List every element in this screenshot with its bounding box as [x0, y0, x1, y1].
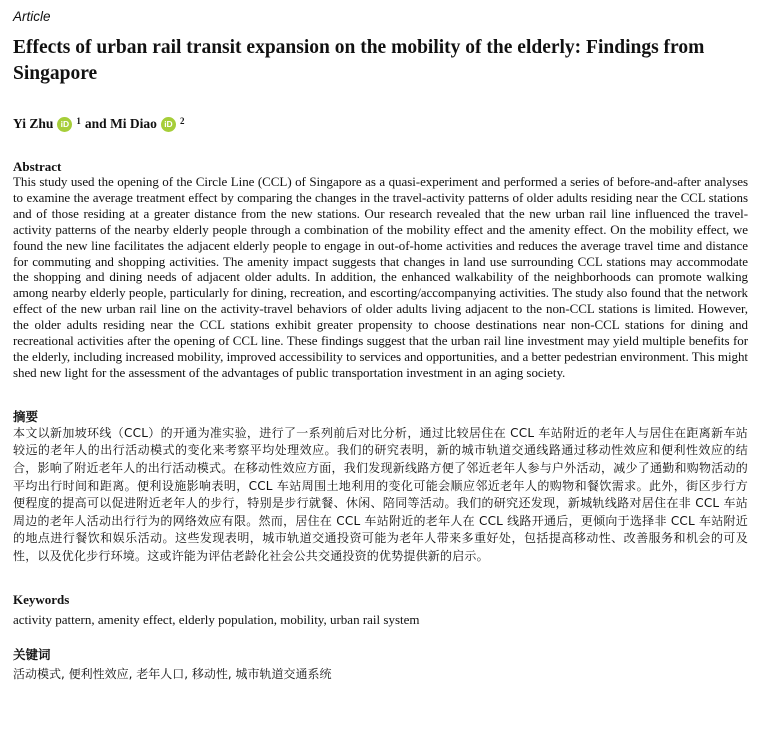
keywords-text: activity pattern, amenity effect, elderly population, mobility, urban rail system	[13, 611, 420, 627]
paper-title: Effects of urban rail transit expansion on the mobility of the elderly: Findings from Singapore	[13, 37, 705, 84]
abstract-zh-heading: 摘要	[13, 408, 39, 424]
keywords-heading: Keywords	[13, 591, 70, 607]
orcid-icon[interactable]: iD	[161, 117, 176, 132]
paper-page	[13, 0, 748, 683]
author-name-2[interactable]: Mi Diao	[110, 116, 157, 131]
author-joiner: and	[84, 116, 107, 131]
orcid-icon[interactable]: iD	[57, 117, 72, 132]
abstract-heading: Abstract	[13, 159, 62, 174]
keywords-zh-heading: 关键词	[13, 646, 51, 662]
abstract-text: This study used the opening of the Circle Line (CCL) of Singapore as a quasi-experiment and performed a series of before-and-after analyses to examine the average treatment effect by comparing the changes in the travel-activity patterns of older adults residing near the CCL stations and of those residing at a greater distance from the new stations. Our research revealed that the new urban rail line influenced the travel-activity patterns of the nearby elderly people through a combination of the mobility effect and the amenity effect. On the mobility effect, we found the new line facilitates the adjacent elderly people to engage in out-of-home activities and reduces the average travel time and distance for commuting and shopping activities. The amenity impact suggests that changes in land use surrounding CCL stations may accommodate the shopping and dining needs of adjacent older adults. In addition, the enhanced walkability of the neighborhoods can promote walking among nearby elderly people, particularly for dining, recreation, and escorting/accompanying activities. The study also found that the network effect of the new urban rail line on the activity-travel behaviors of older adults living adjacent to the non-CCL stations is limited. However, the older adults residing near the CCL stations exhibit greater propensity to choose destinations near non-CCL stations for dining and recreational activities after the opening of CCL line. These findings suggest that the urban rail line investment may yield multiple benefits for the elderly, including increased mobility, improved accessibility to services and opportunities, and a better pedestrian environment. This might shed new light for the assessment of the advantages of public transportation investment in an aging society.	[13, 174, 748, 380]
author-list	[13, 114, 748, 134]
author-affiliation-1: 1	[76, 116, 81, 126]
abstract-zh-text: 本文以新加坡环线（CCL）的开通为准实验，进行了一系列前后对比分析，通过比较居住在 CCL 车站附近的老年人与居住在距离新车站较远的老年人的出行活动模式的变化来考察平均处理效应。我们的研究表明，新的城市轨道交通线路通过移动性效应和便利性效应的结合，影响了附近老年人的出行活动模式。在移动性效应方面，我们发现新线路方便了邻近老年人参与户外活动，减少了通勤和购物活动的平均出行时间和距离。便利设施影响表明，CCL 车站周围土地利用的变化可能会顺应邻近老年人的购物和餐饮需求。此外，街区步行方便程度的提高可以促进附近老年人的步行，特别是步行就餐、休闲、陪同等活动。我们的研究还发现，新城轨线路对居住在非 CCL 车站周边的老年人活动出行行为的网络效应有限。然而，居住在 CCL 车站附近的老年人在 CCL 线路开通后，更倾向于选择非 CCL 车站附近的地点进行餐饮和娱乐活动。这些发现表明，城市轨道交通投资可能为老年人带来多重好处，包括提高移动性、改善服务和机会的可及性，以及优化步行环境。这或许能为评估老龄化社会公共交通投资的优势提供新的启示。	[13, 425, 748, 563]
keywords-zh-text: 活动模式, 便利性效应, 老年人口, 移动性, 城市轨道交通系统	[13, 666, 332, 681]
article-type-label: Article	[13, 9, 51, 24]
author-affiliation-2: 2	[179, 116, 185, 126]
author-name-1[interactable]: Yi Zhu	[13, 116, 54, 131]
